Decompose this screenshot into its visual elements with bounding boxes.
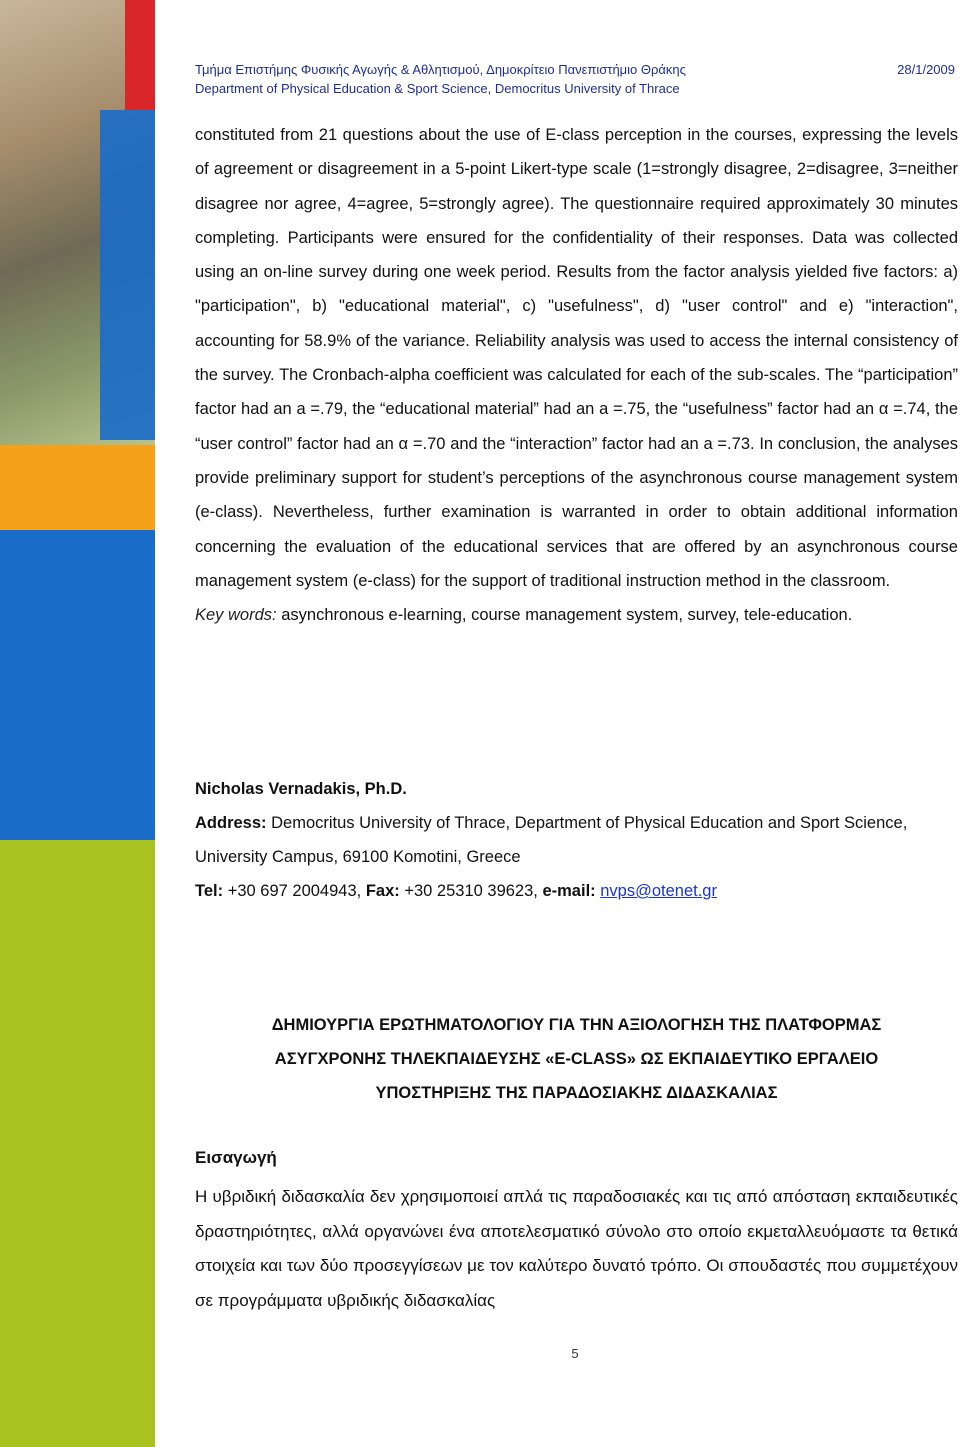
- abstract-paragraph: constituted from 21 questions about the use of E-class perception in the courses, expressing the levels of agreement or disagreement in a 5-point Likert-type scale (1=strongly disagree, 2=disagree, 3=neither disagree nor agree, 4=agree, 5=strongly agree). The questionnaire required approximately 30 minutes completing. Participants were ensured for the confidentiality of their responses. Data was collected using an on-line survey during one week period. Results from the factor analysis yielded five factors: a) "participation", b) "educational material", c) "usefulness", d) "user control" and e) "interaction", accounting for 58.9% of the variance. Reliability analysis was used to access the internal consistency of the survey. The Cronbach-alpha coefficient was calculated for each of the sub-scales. The “participation” factor had an a =.79, the “educational material” had an a =.75, the “usefulness” factor had an α =.74, the “user control” factor had an α =.70 and the “interaction” factor had an a =.73. In conclusion, the analyses provide preliminary support for student’s perceptions of the asynchronous course management system (e-class). Nevertheless, further examination is warranted in order to obtain additional information concerning the evaluation of the educational services that are offered by an asynchronous course management system (e-class) for the support of traditional instruction method in the classroom.: [195, 126, 958, 590]
- decorative-sidebar: [0, 0, 155, 1447]
- greek-title-line1: ΔΗΜΙΟΥΡΓΙΑ ΕΡΩΤΗΜΑΤΟΛΟΓΙΟΥ ΓΙΑ ΤΗΝ ΑΞΙΟΛΟΓΗΣΗ ΤΗΣ ΠΛΑΤΦΟΡΜΑΣ: [271, 1016, 882, 1034]
- author-name: Nicholas Vernadakis, Ph.D.: [195, 780, 407, 798]
- tel-label: Tel:: [195, 882, 224, 900]
- greek-title-line2: ΑΣΥΓΧΡΟΝΗΣ ΤΗΛΕΚΠΑΙΔΕΥΣΗΣ «E-CLASS» ΩΣ ΕΚΠΑΙΔΕΥΤΙΚΟ ΕΡΓΑΛΕΙΟ: [274, 1050, 879, 1068]
- header-date: 28/1/2009: [897, 62, 955, 77]
- greek-title: [195, 1008, 958, 1110]
- intro-text: Η υβριδική διδασκαλία δεν χρησιμοποιεί απλά τις παραδοσιακές και τις από απόσταση εκπαιδευτικές δραστηριότητες, αλλά οργανώνει ένα αποτελεσματικό σύνολο στο οποίο εκμεταλλευόμαστε τα θετικά στοιχεία και των δύο προσεγγίσεων με τον καλύτερο δυνατό τρόπο. Οι σπουδαστές που συμμετέχουν σε προγράμματα υβριδικής διδασκαλίας: [195, 1187, 958, 1310]
- tel: +30 697 2004943,: [227, 882, 362, 900]
- email-label: e-mail:: [542, 882, 596, 900]
- sidebar-band-blue: [0, 530, 155, 840]
- sidebar-band-orange: [0, 445, 155, 530]
- page-number: 5: [571, 1346, 579, 1361]
- header-english: Department of Physical Education & Sport Science, Democritus University of Thrace: [195, 81, 680, 96]
- address-label: Address:: [195, 814, 267, 832]
- keywords-label: Key words:: [195, 606, 277, 625]
- sidebar-stripe-blue-top: [100, 110, 155, 440]
- email-link[interactable]: nvps@otenet.gr: [600, 882, 717, 900]
- abstract-text: [195, 118, 958, 632]
- page-header: [195, 62, 955, 96]
- fax-label: Fax:: [365, 882, 400, 900]
- author-block: [195, 772, 958, 908]
- header-greek: Τμήμα Επιστήμης Φυσικής Αγωγής & Αθλητισμού, Δημοκρίτειο Πανεπιστήμιο Θράκης: [195, 62, 686, 77]
- address: Democritus University of Thrace, Department of Physical Education and Sport Science, University Campus, 69100 Komotini, Greece: [195, 814, 908, 866]
- sidebar-stripe-red: [125, 0, 155, 110]
- intro-heading: Εισαγωγή: [195, 1148, 277, 1167]
- fax: +30 25310 39623,: [404, 882, 538, 900]
- greek-title-line3: ΥΠΟΣΤΗΡΙΞΗΣ ΤΗΣ ΠΑΡΑΔΟΣΙΑΚΗΣ ΔΙΔΑΣΚΑΛΙΑΣ: [375, 1084, 778, 1102]
- keywords: asynchronous e-learning, course management system, survey, tele-education.: [281, 606, 853, 625]
